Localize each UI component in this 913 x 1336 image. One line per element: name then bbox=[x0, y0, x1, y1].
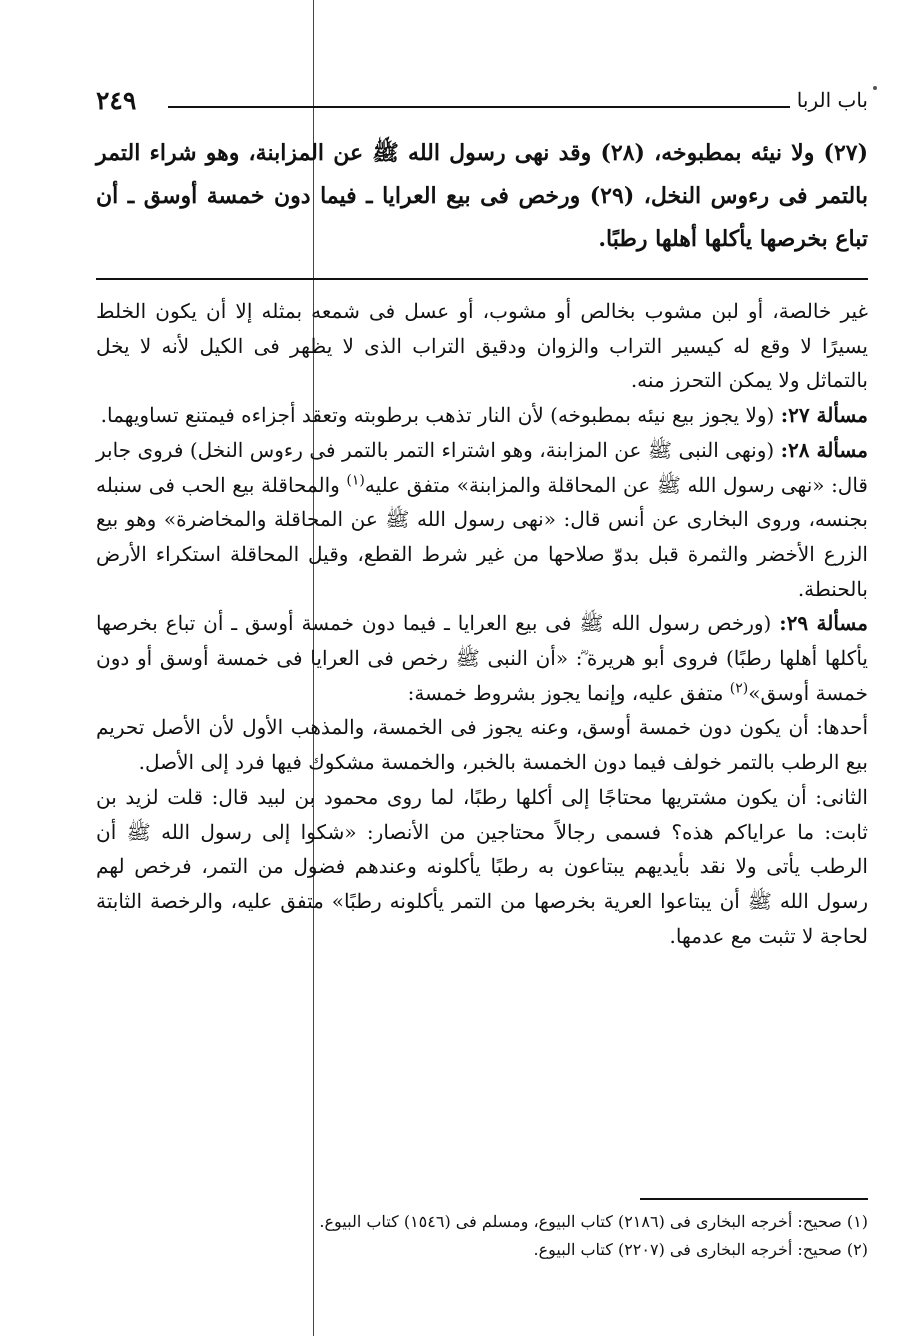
footnote-marker-2[interactable]: (٢) bbox=[729, 680, 749, 697]
commentary-body bbox=[96, 294, 868, 953]
header-rule bbox=[168, 106, 790, 108]
scan-speck bbox=[873, 86, 877, 90]
page-header bbox=[96, 84, 868, 124]
footnote-1: (١) صحيح: أخرجه البخارى فى (٢١٨٦) كتاب البيوع، ومسلم فى (١٥٤٦) كتاب البيوع. bbox=[319, 1212, 868, 1231]
masala-29-text-a: (ورخص رسول الله ﷺ فى بيع العرايا ـ فيما دون خمسة أوسق ـ أن تباع بخرصها يأكلها أهلها رطبًا) فروى أبو هريرة ؓ: «أن النبى ﷺ رخص فى العرايا فى خمسة أوسق أو دون خمسة أوسق» bbox=[96, 611, 868, 705]
masala-27-text: (ولا يجوز بيع نيئه بمطبوخه) لأن النار تذهب برطوبته وتعقد أجزاءه فيمتنع تساويهما. bbox=[100, 403, 781, 428]
masala-27-label: مسألة ٢٧: bbox=[780, 403, 868, 428]
masala-28-label: مسألة ٢٨: bbox=[780, 437, 868, 462]
footnotes bbox=[96, 1208, 868, 1264]
chapter-title: باب الربا bbox=[796, 88, 868, 112]
masala-29 bbox=[96, 606, 868, 710]
masala-28 bbox=[96, 433, 868, 607]
paragraph-continuation: غير خالصة، أو لبن مشوب بخالص أو مشوب، أو عسل فى شمعه بمثله إلا أن يكون الخلط يسيرًا لا وقع له كيسير التراب والزوان ودقيق التراب الذى لا يظهر فى الكيل لأنه لا يخل بالتماثل ولا يمكن التحرز منه. bbox=[96, 299, 868, 393]
matn-text: (٢٧) ولا نيئه بمطبوخه، (٢٨) وقد نهى رسول الله ﷺ عن المزابنة، وهو شراء التمر بالتمر فى رءوس النخل، (٢٩) ورخص فى بيع العرايا ـ فيما دون خمسة أوسق ـ أن تباع بخرصها يأكلها أهلها رطبًا. bbox=[96, 140, 868, 252]
masala-27 bbox=[96, 398, 868, 433]
condition-first: أحدها: أن يكون دون خمسة أوسق، وعنه يجوز فى الخمسة، والمذهب الأول لأن الأصل تحريم بيع الرطب بالتمر خولف فيما دون الخمسة بالخبر، والخمسة مشكوك فيها فرد إلى الأصل. bbox=[96, 715, 868, 775]
masala-29-label: مسألة ٢٩: bbox=[779, 611, 868, 636]
masala-28-text-a: (ونهى النبى ﷺ عن المزابنة، وهو اشتراء التمر بالتمر فى رءوس النخل) فروى جابر قال: «نهى رسول الله ﷺ عن المحاقلة والمزابنة» متفق عليه bbox=[96, 437, 868, 497]
footnote-rule bbox=[640, 1198, 868, 1200]
footnote-2: (٢) صحيح: أخرجه البخارى فى (٢٢٠٧) كتاب البيوع. bbox=[533, 1240, 868, 1259]
masala-28-text-b: والمحاقلة بيع الحب فى سنبله بجنسه، وروى البخارى عن أنس قال: «نهى رسول الله ﷺ عن المحاقلة والمخاضرة» وهو بيع الزرع الأخضر والثمرة قبل بدوّ صلاحها من غير شرط القطع، وقيل المحاقلة استكراء الأرض بالحنطة. bbox=[96, 472, 868, 601]
page-number: ٢٤٩ bbox=[96, 86, 137, 115]
condition-second: الثانى: أن يكون مشتريها محتاجًا إلى أكلها رطبًا، لما روى محمود بن لبيد قال: قلت لزيد بن ثابت: ما عراياكم هذه؟ فسمى رجالاً محتاجين من الأنصار: «شكوا إلى رسول الله ﷺ أن الرطب يأتى ولا نقد بأيديهم يبتاعون به رطبًا يأكلونه وعندهم فضول من التمر، فرخص لهم رسول الله ﷺ أن يبتاعوا العرية بخرصها من التمر يأكلونه رطبًا» متفق عليه، والرخصة الثابتة لحاجة لا تثبت مع عدمها. bbox=[96, 784, 868, 948]
footnote-marker-1[interactable]: (١) bbox=[346, 471, 365, 488]
masala-29-text-b: متفق عليه، وإنما يجوز بشروط خمسة: bbox=[407, 680, 730, 705]
matn-separator-rule bbox=[96, 278, 868, 280]
